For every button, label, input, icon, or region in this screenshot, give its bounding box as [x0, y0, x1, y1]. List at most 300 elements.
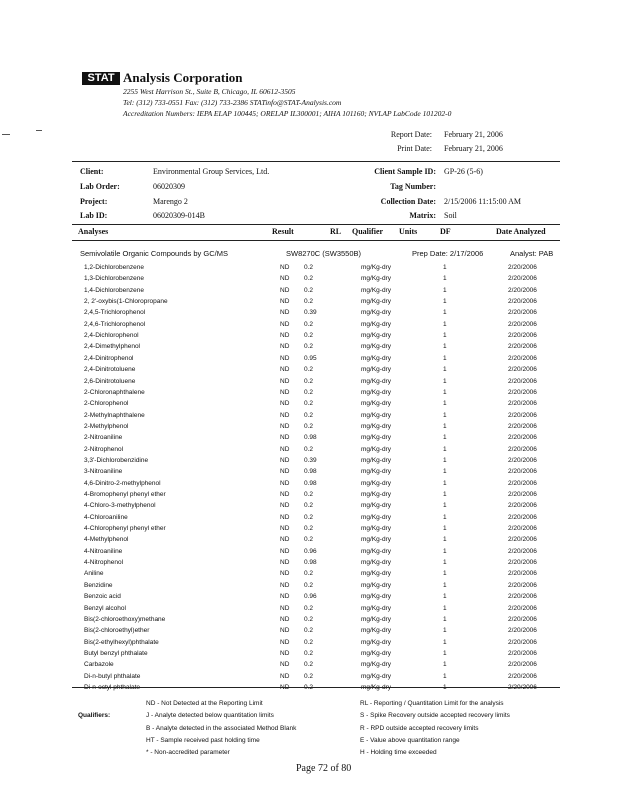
analyte-name: Carbazole: [84, 661, 114, 669]
units: mg/Kg-dry: [361, 479, 391, 487]
dilution-factor: 1: [443, 366, 447, 374]
dilution-factor: 1: [443, 661, 447, 669]
units: mg/Kg-dry: [361, 536, 391, 544]
table-row: [0, 341, 644, 352]
table-row: [0, 353, 644, 364]
dilution-factor: 1: [443, 513, 447, 521]
dilution-factor: 1: [443, 525, 447, 533]
result-value: ND: [280, 298, 290, 306]
table-row: [0, 614, 644, 625]
result-value: ND: [280, 445, 290, 453]
dilution-factor: 1: [443, 559, 447, 567]
units: mg/Kg-dry: [361, 570, 391, 578]
reporting-limit: 0.2: [304, 615, 314, 623]
reporting-limit: 0.39: [304, 309, 317, 317]
dilution-factor: 1: [443, 400, 447, 408]
date-analyzed: 2/20/2006: [508, 286, 537, 294]
table-row: [0, 534, 644, 545]
col-date-analyzed: Date Analyzed: [496, 227, 546, 236]
col-analyses: Analyses: [78, 227, 109, 236]
analyte-name: Di-n-butyl phthalate: [84, 672, 141, 680]
table-row: [0, 307, 644, 318]
units: mg/Kg-dry: [361, 627, 391, 635]
date-analyzed: 2/20/2006: [508, 332, 537, 340]
date-analyzed: 2/20/2006: [508, 525, 537, 533]
company-name: Analysis Corporation: [123, 70, 243, 85]
reporting-limit: 0.2: [304, 536, 314, 544]
result-value: ND: [280, 332, 290, 340]
result-value: ND: [280, 627, 290, 635]
table-row: [0, 489, 644, 500]
analyte-name: Bis(2-chloroethyl)ether: [84, 627, 150, 635]
legend-right-item: RL - Reporting / Quantitation Limit for the analysis: [360, 700, 504, 707]
date-analyzed: 2/20/2006: [508, 456, 537, 464]
prep-date: Prep Date: 2/17/2006: [412, 249, 484, 258]
project-label: Project:: [80, 197, 108, 206]
dilution-factor: 1: [443, 264, 447, 271]
units: mg/Kg-dry: [361, 661, 391, 669]
date-analyzed: 2/20/2006: [508, 468, 537, 476]
company-logo: STAT: [82, 72, 120, 85]
reporting-limit: 0.98: [304, 434, 317, 442]
date-analyzed: 2/20/2006: [508, 366, 537, 374]
table-row: [0, 455, 644, 466]
analyte-name: 2,4-Dinitrophenol: [84, 354, 134, 362]
units: mg/Kg-dry: [361, 491, 391, 498]
result-value: ND: [280, 377, 290, 385]
legend-left-item: HT - Sample received past holding time: [146, 737, 260, 744]
analyte-name: 2-Methylphenol: [84, 422, 129, 430]
analyte-name: 4-Chloroaniline: [84, 513, 128, 521]
analyte-name: 4-Nitrophenol: [84, 559, 124, 567]
table-row: [0, 591, 644, 602]
date-analyzed: 2/20/2006: [508, 638, 537, 646]
units: mg/Kg-dry: [361, 649, 391, 657]
units: mg/Kg-dry: [361, 547, 391, 555]
dilution-factor: 1: [443, 377, 447, 385]
method-name: Semivolatile Organic Compounds by GC/MS: [80, 249, 228, 258]
analyte-name: 4-Methylphenol: [84, 536, 129, 544]
dilution-factor: 1: [443, 649, 447, 657]
legend-left-item: J - Analyte detected below quantitation limits: [146, 712, 274, 719]
units: mg/Kg-dry: [361, 388, 391, 396]
date-analyzed: 2/20/2006: [508, 513, 537, 521]
dilution-factor: 1: [443, 638, 447, 646]
reporting-limit: 0.96: [304, 547, 317, 555]
reporting-limit: 0.2: [304, 286, 314, 294]
dilution-factor: 1: [443, 343, 447, 351]
dilution-factor: 1: [443, 320, 447, 328]
result-value: ND: [280, 593, 290, 601]
date-analyzed: 2/20/2006: [508, 502, 537, 510]
analyte-name: 2-Chlorophenol: [84, 400, 129, 408]
reporting-limit: 0.39: [304, 456, 317, 464]
collection-date-label: Collection Date:: [380, 197, 436, 206]
dilution-factor: 1: [443, 456, 447, 464]
date-analyzed: 2/20/2006: [508, 298, 537, 306]
date-analyzed: 2/20/2006: [508, 615, 537, 623]
date-analyzed: 2/20/2006: [508, 491, 537, 498]
legend-left-item: ND - Not Detected at the Reporting Limit: [146, 700, 263, 707]
date-analyzed: 2/20/2006: [508, 593, 537, 601]
scan-mark: [2, 134, 10, 135]
date-analyzed: 2/20/2006: [508, 434, 537, 442]
client-value: Environmental Group Services, Ltd.: [153, 167, 270, 176]
header-divider: [72, 161, 560, 162]
table-row: [0, 500, 644, 511]
units: mg/Kg-dry: [361, 615, 391, 623]
date-analyzed: 2/20/2006: [508, 604, 537, 612]
date-analyzed: 2/20/2006: [508, 661, 537, 669]
result-value: ND: [280, 309, 290, 317]
reporting-limit: 0.98: [304, 479, 317, 487]
units: mg/Kg-dry: [361, 400, 391, 408]
dilution-factor: 1: [443, 672, 447, 680]
result-value: ND: [280, 400, 290, 408]
date-analyzed: 2/20/2006: [508, 581, 537, 589]
units: mg/Kg-dry: [361, 559, 391, 567]
analyte-name: 4-Chloro-3-methylphenol: [84, 502, 156, 510]
table-row: [0, 659, 644, 670]
reporting-limit: 0.2: [304, 525, 314, 533]
analyte-name: 3-Nitroaniline: [84, 468, 123, 476]
units: mg/Kg-dry: [361, 581, 391, 589]
column-header-divider: [72, 240, 560, 241]
matrix-label: Matrix:: [409, 211, 436, 220]
dilution-factor: 1: [443, 604, 447, 612]
dilution-factor: 1: [443, 468, 447, 476]
dilution-factor: 1: [443, 422, 447, 430]
dilution-factor: 1: [443, 547, 447, 555]
dilution-factor: 1: [443, 593, 447, 601]
table-bottom-divider: [72, 687, 560, 688]
result-value: ND: [280, 513, 290, 521]
result-value: ND: [280, 411, 290, 419]
table-row: [0, 580, 644, 591]
scan-mark: [36, 130, 42, 131]
units: mg/Kg-dry: [361, 411, 391, 419]
lab-id-value: 06020309-014B: [153, 211, 205, 220]
result-value: ND: [280, 264, 290, 271]
reporting-limit: 0.2: [304, 513, 314, 521]
units: mg/Kg-dry: [361, 604, 391, 612]
reporting-limit: 0.96: [304, 593, 317, 601]
method-code: SW8270C (SW3550B): [286, 249, 362, 258]
legend-left-item: * - Non-accredited parameter: [146, 749, 230, 756]
reporting-limit: 0.2: [304, 332, 314, 340]
analyte-name: 2-Nitrophenol: [84, 445, 124, 453]
col-rl: RL: [330, 227, 342, 236]
reporting-limit: 0.2: [304, 320, 314, 328]
units: mg/Kg-dry: [361, 320, 391, 328]
dilution-factor: 1: [443, 286, 447, 294]
lab-order-value: 06020309: [153, 182, 185, 191]
analyte-name: 2,4-Dimethylphenol: [84, 343, 141, 351]
result-value: ND: [280, 615, 290, 623]
matrix-value: Soil: [444, 211, 457, 220]
reporting-limit: 0.2: [304, 502, 314, 510]
reporting-limit: 0.2: [304, 388, 314, 396]
lab-id-label: Lab ID:: [80, 211, 108, 220]
tag-number-label: Tag Number:: [390, 182, 436, 191]
units: mg/Kg-dry: [361, 513, 391, 521]
dilution-factor: 1: [443, 298, 447, 306]
table-row: [0, 466, 644, 477]
date-analyzed: 2/20/2006: [508, 309, 537, 317]
table-row: [0, 478, 644, 489]
units: mg/Kg-dry: [361, 445, 391, 453]
analyte-name: Benzoic acid: [84, 593, 121, 601]
units: mg/Kg-dry: [361, 275, 391, 283]
reporting-limit: 0.95: [304, 354, 317, 362]
analyte-name: Bis(2-ethylhexyl)phthalate: [84, 638, 159, 646]
result-value: ND: [280, 456, 290, 464]
table-row: [0, 546, 644, 557]
date-analyzed: 2/20/2006: [508, 422, 537, 430]
table-row: [0, 625, 644, 636]
date-analyzed: 2/20/2006: [508, 264, 537, 271]
analyte-name: Benzidine: [84, 581, 113, 589]
analyst: Analyst: PAB: [510, 249, 554, 258]
table-row: [0, 603, 644, 614]
dilution-factor: 1: [443, 309, 447, 317]
lab-order-label: Lab Order:: [80, 182, 120, 191]
result-value: ND: [280, 649, 290, 657]
units: mg/Kg-dry: [361, 366, 391, 374]
analyte-name: 2-Nitroaniline: [84, 434, 123, 442]
reporting-limit: 0.2: [304, 298, 314, 306]
table-row: [0, 296, 644, 307]
qualifiers-title: Qualifiers:: [78, 712, 111, 719]
result-value: ND: [280, 604, 290, 612]
result-value: ND: [280, 581, 290, 589]
table-row: [0, 376, 644, 387]
date-analyzed: 2/20/2006: [508, 400, 537, 408]
report-date-value: February 21, 2006: [444, 130, 503, 139]
project-value: Marengo 2: [153, 197, 188, 206]
date-analyzed: 2/20/2006: [508, 672, 537, 680]
units: mg/Kg-dry: [361, 377, 391, 385]
date-analyzed: 2/20/2006: [508, 343, 537, 351]
analyte-name: 2,6-Dinitrotoluene: [84, 377, 136, 385]
table-row: [0, 432, 644, 443]
reporting-limit: 0.2: [304, 366, 314, 374]
analyte-name: 2,4-Dichlorophenol: [84, 332, 139, 340]
report-date-label: Report Date:: [390, 130, 432, 139]
reporting-limit: 0.2: [304, 400, 314, 408]
result-value: ND: [280, 388, 290, 396]
analyte-name: 1,2-Dichlorobenzene: [84, 264, 144, 271]
dilution-factor: 1: [443, 445, 447, 453]
date-analyzed: 2/20/2006: [508, 479, 537, 487]
date-analyzed: 2/20/2006: [508, 570, 537, 578]
table-row: [0, 557, 644, 568]
analyte-name: 1,3-Dichlorobenzene: [84, 275, 144, 283]
legend-right-item: H - Holding time exceeded: [360, 749, 437, 756]
table-row: [0, 364, 644, 375]
result-value: ND: [280, 672, 290, 680]
analyte-name: Aniline: [84, 570, 104, 578]
accreditation-numbers: Accreditation Numbers: IEPA ELAP 100445; ORELAP IL300001; AIHA 101160; NVLAP LabCode 101202-0: [123, 109, 452, 118]
reporting-limit: 0.2: [304, 343, 314, 351]
dilution-factor: 1: [443, 332, 447, 340]
analyte-name: 3,3'-Dichlorobenzidine: [84, 456, 149, 464]
analyte-name: 2-Chloronaphthalene: [84, 388, 145, 396]
col-result: Result: [272, 227, 294, 236]
analyte-name: 2-Methylnaphthalene: [84, 411, 145, 419]
analyte-name: Bis(2-chloroethoxy)methane: [84, 615, 166, 623]
info-divider: [72, 224, 560, 225]
dilution-factor: 1: [443, 502, 447, 510]
table-row: [0, 387, 644, 398]
result-value: ND: [280, 570, 290, 578]
units: mg/Kg-dry: [361, 343, 391, 351]
analyte-name: 2,4-Dinitrotoluene: [84, 366, 136, 374]
units: mg/Kg-dry: [361, 468, 391, 476]
date-analyzed: 2/20/2006: [508, 445, 537, 453]
reporting-limit: 0.2: [304, 627, 314, 635]
dilution-factor: 1: [443, 411, 447, 419]
result-value: ND: [280, 422, 290, 430]
reporting-limit: 0.2: [304, 672, 314, 680]
table-row: [0, 319, 644, 330]
result-value: ND: [280, 638, 290, 646]
date-analyzed: 2/20/2006: [508, 411, 537, 419]
col-qualifier: Qualifier: [352, 227, 384, 236]
table-row: [0, 398, 644, 409]
date-analyzed: 2/20/2006: [508, 547, 537, 555]
analyte-name: 2,4,5-Trichlorophenol: [84, 309, 146, 317]
dilution-factor: 1: [443, 434, 447, 442]
dilution-factor: 1: [443, 570, 447, 578]
units: mg/Kg-dry: [361, 525, 391, 533]
date-analyzed: 2/20/2006: [508, 649, 537, 657]
result-value: ND: [280, 547, 290, 555]
reporting-limit: 0.2: [304, 649, 314, 657]
dilution-factor: 1: [443, 627, 447, 635]
table-row: [0, 671, 644, 682]
table-row: [0, 444, 644, 455]
table-row: [0, 410, 644, 421]
date-analyzed: 2/20/2006: [508, 275, 537, 283]
result-value: ND: [280, 275, 290, 283]
dilution-factor: 1: [443, 581, 447, 589]
reporting-limit: 0.2: [304, 581, 314, 589]
dilution-factor: 1: [443, 275, 447, 283]
legend-left-item: B - Analyte detected in the associated Method Blank: [146, 725, 297, 732]
analyte-name: 2,4,6-Trichlorophenol: [84, 320, 146, 328]
client-sample-id-value: GP-26 (5-6): [444, 167, 483, 176]
reporting-limit: 0.2: [304, 638, 314, 646]
col-df: DF: [440, 227, 451, 236]
result-value: ND: [280, 286, 290, 294]
col-units: Units: [399, 227, 418, 236]
units: mg/Kg-dry: [361, 298, 391, 306]
table-row: [0, 523, 644, 534]
dilution-factor: 1: [443, 615, 447, 623]
table-row: [0, 421, 644, 432]
legend-right-item: E - Value above quantitation range: [360, 737, 460, 744]
analyte-name: Benzyl alcohol: [84, 604, 126, 612]
reporting-limit: 0.2: [304, 570, 314, 578]
result-value: ND: [280, 536, 290, 544]
dilution-factor: 1: [443, 388, 447, 396]
result-value: ND: [280, 320, 290, 328]
result-value: ND: [280, 502, 290, 510]
date-analyzed: 2/20/2006: [508, 559, 537, 567]
units: mg/Kg-dry: [361, 502, 391, 510]
client-label: Client:: [80, 167, 104, 176]
date-analyzed: 2/20/2006: [508, 388, 537, 396]
result-value: ND: [280, 434, 290, 442]
table-row: [0, 330, 644, 341]
reporting-limit: 0.2: [304, 275, 314, 283]
reporting-limit: 0.98: [304, 468, 317, 476]
date-analyzed: 2/20/2006: [508, 377, 537, 385]
table-row: [0, 568, 644, 579]
table-row: [0, 262, 644, 273]
units: mg/Kg-dry: [361, 638, 391, 646]
analyte-name: 4-Nitroaniline: [84, 547, 123, 555]
company-contact: Tel: (312) 733-0551 Fax: (312) 733-2386 STATinfo@STAT-Analysis.com: [123, 98, 342, 107]
result-value: ND: [280, 491, 290, 498]
table-row: [0, 637, 644, 648]
analyte-name: 1,4-Dichlorobenzene: [84, 286, 144, 294]
legend-right-item: S - Spike Recovery outside accepted recovery limits: [360, 712, 510, 719]
dilution-factor: 1: [443, 536, 447, 544]
table-row: [0, 285, 644, 296]
units: mg/Kg-dry: [361, 593, 391, 601]
reporting-limit: 0.2: [304, 445, 314, 453]
collection-date-value: 2/15/2006 11:15:00 AM: [444, 197, 522, 206]
result-value: ND: [280, 559, 290, 567]
date-analyzed: 2/20/2006: [508, 536, 537, 544]
dilution-factor: 1: [443, 479, 447, 487]
result-value: ND: [280, 343, 290, 351]
units: mg/Kg-dry: [361, 434, 391, 442]
units: mg/Kg-dry: [361, 332, 391, 340]
units: mg/Kg-dry: [361, 672, 391, 680]
reporting-limit: 0.2: [304, 604, 314, 612]
client-sample-id-label: Client Sample ID:: [374, 167, 436, 176]
units: mg/Kg-dry: [361, 264, 391, 271]
analyte-name: Butyl benzyl phthalate: [84, 649, 148, 657]
date-analyzed: 2/20/2006: [508, 320, 537, 328]
print-date-label: Print Date:: [397, 144, 432, 153]
company-address: 2255 West Harrison St., Suite B, Chicago, IL 60612-3505: [123, 87, 296, 96]
reporting-limit: 0.2: [304, 264, 314, 271]
result-value: ND: [280, 479, 290, 487]
result-value: ND: [280, 366, 290, 374]
reporting-limit: 0.2: [304, 411, 314, 419]
reporting-limit: 0.2: [304, 661, 314, 669]
analyte-name: 4,6-Dinitro-2-methylphenol: [84, 479, 161, 487]
date-analyzed: 2/20/2006: [508, 354, 537, 362]
legend-right-item: R - RPD outside accepted recovery limits: [360, 725, 479, 732]
dilution-factor: 1: [443, 491, 447, 498]
page-number: Page 72 of 80: [296, 763, 352, 774]
reporting-limit: 0.2: [304, 491, 314, 498]
units: mg/Kg-dry: [361, 354, 391, 362]
table-row: [0, 512, 644, 523]
units: mg/Kg-dry: [361, 422, 391, 430]
reporting-limit: 0.2: [304, 422, 314, 430]
table-row: [0, 648, 644, 659]
analyte-name: 4-Chlorophenyl phenyl ether: [84, 525, 166, 533]
table-row: [0, 273, 644, 284]
units: mg/Kg-dry: [361, 309, 391, 317]
units: mg/Kg-dry: [361, 286, 391, 294]
